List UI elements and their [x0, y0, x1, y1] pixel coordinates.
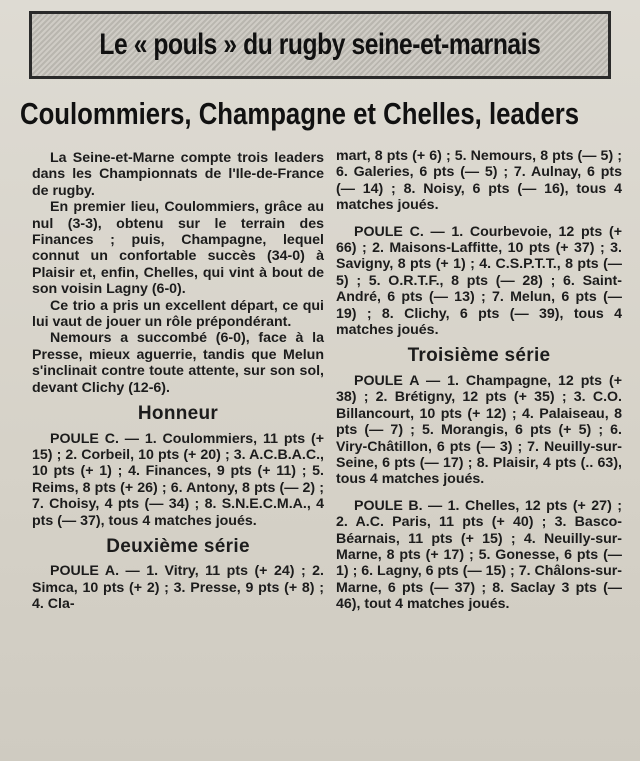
intro-paragraph-4: Nemours a succombé (6-0), face à la Presse, mieux aguerrie, tandis que Melun s'inclinait contre toute attente, sur son sol, devant Clichy (12-6). — [32, 330, 324, 396]
honneur-heading: Honneur — [137, 403, 219, 425]
section-banner — [29, 11, 611, 79]
banner-title: Le « pouls » du rugby seine-et-marnais — [99, 28, 541, 61]
intro-paragraph-1: La Seine-et-Marne compte trois leaders dans les Championnats de l'Ile-de-France de rugby. — [32, 150, 324, 199]
deuxieme-poule-a-end: mart, 8 pts (+ 6) ; 5. Nemours, 8 pts (— 5) ; 6. Galeries, 6 pts (— 5) ; 7. Aulnay, 6 pts (— 14) ; 8. Noisy, 6 pts (— 16), tous 4 matches joués. — [336, 148, 622, 214]
left-column — [32, 150, 324, 613]
troisieme-poule-a: POULE A — 1. Champagne, 12 pts (+ 38) ; 2. Brétigny, 12 pts (+ 35) ; 3. C.O. Billancourt, 10 pts (+ 12) ; 4. Palaiseau, 8 pts (— 7) ; 5. Morangis, 6 pts (+ 5) ; 6. Viry-Châtillon, 6 pts (— 3) ; 7. Neuilly-sur-Seine, 6 pts (— 17) ; 8. Plaisir, 4 pts (.. 63), tous 4 matches joués. — [336, 372, 622, 488]
troisieme-poule-b: POULE B. — 1. Chelles, 12 pts (+ 27) ; 2. A.C. Paris, 11 pts (+ 40) ; 3. Basco-Béarnais, 11 pts (+ 15) ; 4. Neuilly-sur-Marne, 8 pts (+ 17) ; 5. Gonesse, 6 pts (— 1) ; 6. Lagny, 6 pts (— 15) ; 7. Châlons-sur-Marne, 6 pts (— 37) ; 8. Saclay 3 pts (— 46), tout 4 matches joués. — [336, 497, 622, 613]
intro-paragraph-3: Ce trio a pris un excellent départ, ce qui lui vaut de jouer un rôle prépondérant. — [32, 297, 324, 331]
article-headline: Coulommiers, Champagne et Chelles, leaders — [20, 96, 580, 131]
honneur-poule-c: POULE C. — 1. Coulommiers, 11 pts (+ 15) ; 2. Corbeil, 10 pts (+ 20) ; 3. A.C.B.A.C., 10 pts (+ 1) ; 4. Finances, 9 pts (+ 11) ; 5. Reims, 8 pts (+ 26) ; 6. Antony, 8 pts (— 2) ; 7. Choisy, 4 pts (— 34) ; 8. S.N.E.C.M.A., 4 pts (— 37), tous 4 matches joués. — [32, 430, 324, 529]
intro-paragraph-2: En premier lieu, Coulommiers, grâce au nul (3-3), obtenu sur le terrain des Finances ; puis, Champagne, lequel connut un confortable succès (34-0) à Plaisir et, enfin, Chelles, qui vint à bout de son voisin Lagny (6-0). — [32, 199, 324, 298]
deuxieme-serie-heading: Deuxième série — [106, 535, 250, 557]
troisieme-serie-heading: Troisième série — [407, 345, 551, 367]
deuxieme-poule-a-start: POULE A. — 1. Vitry, 11 pts (+ 24) ; 2. Simca, 10 pts (+ 2) ; 3. Presse, 9 pts (+ 8) ; 4. Cla- — [32, 563, 324, 613]
deuxieme-poule-c: POULE C. — 1. Courbevoie, 12 pts (+ 66) ; 2. Maisons-Laffitte, 10 pts (+ 37) ; 3. Savigny, 8 pts (+ 1) ; 4. C.S.P.T.T., 8 pts (— 5) ; 5. O.R.T.F., 8 pts (— 28) ; 6. Saint-André, 6 pts (— 13) ; 7. Melun, 6 pts (— 19) ; 8. Clichy, 6 pts (— 39), tous 4 matches joués. — [336, 223, 622, 339]
right-column — [336, 148, 622, 613]
